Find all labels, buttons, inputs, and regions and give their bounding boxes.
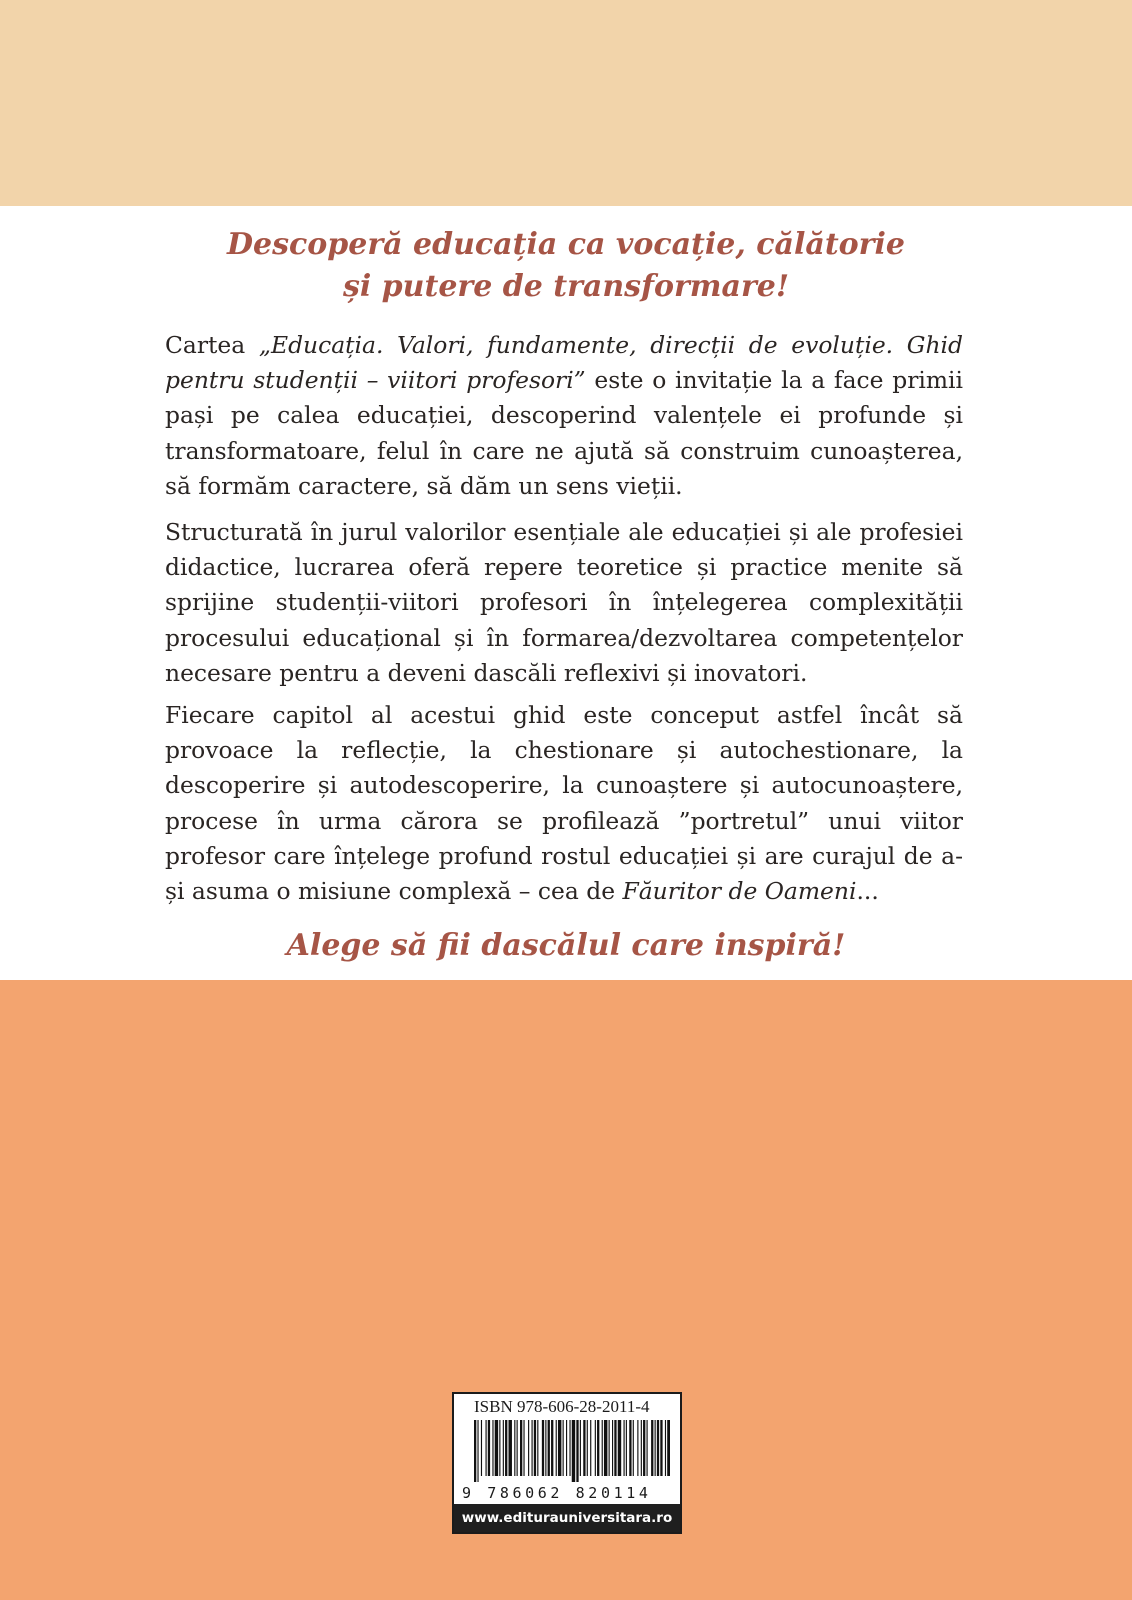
barcode-bar bbox=[532, 1420, 533, 1476]
paragraph-3-emphasis: Făuritor de Oameni bbox=[622, 877, 857, 906]
barcode-bar bbox=[641, 1420, 642, 1476]
paragraph-2: Structurată în jurul valorilor esențiale ale educației și ale profesiei didactice, lucrarea oferă repere teoretice și practice menite să sprijine studenții-viitori profesori în înțelegerea complexității procesului educațional și în formarea/dezvoltarea competențelor necesare pentru a deveni dascăli reflexivi și inovatori. bbox=[165, 518, 963, 687]
barcode-bar bbox=[604, 1420, 607, 1476]
barcode-bar bbox=[509, 1420, 512, 1476]
barcode-bar bbox=[563, 1420, 564, 1476]
barcode-bar bbox=[486, 1420, 487, 1476]
barcode-bar bbox=[545, 1420, 546, 1476]
headline-bottom: Alege să fii dascălul care inspiră! bbox=[286, 928, 846, 963]
paragraph-1-suffix: este o invitație la a face primii pași pe calea educației, descoperind valențele ei profunde și transformatoare, felul în care ne ajută să construim cunoașterea, să formăm caractere, să dăm un sens vieții. bbox=[165, 366, 963, 500]
barcode-bar bbox=[643, 1420, 645, 1476]
barcode-bar bbox=[474, 1420, 476, 1482]
barcode-bar bbox=[556, 1420, 557, 1476]
barcode-bar bbox=[590, 1420, 591, 1476]
barcode-bar bbox=[587, 1420, 588, 1476]
paragraph-3-text: Fiecare capitol al acestui ghid este conceput astfel încât să provoace la reflecție, la chestionare și autochestionare, la descoperire și autodescoperire, la cunoaștere și autocunoaștere, procese în urma cărora se profilează ”portretul” unui viitor profesor care înțelege profund rostul educației și are curajul de a-și asuma o misiune complexă – cea de bbox=[165, 701, 963, 906]
barcode-bar bbox=[517, 1420, 518, 1476]
barcode-bar bbox=[665, 1420, 666, 1476]
barcode-bar bbox=[595, 1420, 596, 1476]
barcode-bar bbox=[514, 1420, 515, 1476]
barcode-bar bbox=[537, 1420, 538, 1476]
barcode-bar bbox=[520, 1420, 522, 1476]
barcode-bar bbox=[580, 1420, 581, 1476]
barcode-bar bbox=[477, 1420, 478, 1482]
barcode-bar bbox=[503, 1420, 504, 1476]
barcode-bar bbox=[558, 1420, 561, 1476]
barcode-bar bbox=[534, 1420, 536, 1476]
barcode-bar bbox=[655, 1420, 656, 1476]
barcode-bar bbox=[609, 1420, 610, 1476]
barcode-bar bbox=[551, 1420, 553, 1476]
barcode-bar bbox=[499, 1420, 500, 1476]
paragraph-1 bbox=[165, 328, 963, 504]
barcode-bar bbox=[597, 1420, 599, 1476]
barcode-bars bbox=[474, 1420, 670, 1482]
book-title: „Educația. Valori, fundamente, direcții de evoluție. Ghid pentru studenții – viitori profesori” bbox=[165, 331, 963, 395]
barcode-bar bbox=[657, 1420, 659, 1476]
barcode-bar bbox=[626, 1420, 627, 1476]
barcode-bar bbox=[569, 1420, 570, 1476]
barcode-bar bbox=[576, 1420, 578, 1482]
barcode-bar bbox=[612, 1420, 613, 1476]
publisher-website: www.editurauniversitara.ro bbox=[454, 1504, 680, 1532]
headline-top-line1: Descoperă educația ca vocație, călătorie bbox=[227, 227, 905, 262]
barcode-bar bbox=[667, 1420, 670, 1476]
barcode-bar bbox=[602, 1420, 603, 1476]
barcode-bar bbox=[660, 1420, 662, 1476]
barcode-bar bbox=[651, 1420, 653, 1476]
barcode-bar bbox=[505, 1420, 507, 1476]
isbn-barcode-box bbox=[452, 1392, 682, 1534]
barcode-bar bbox=[637, 1420, 638, 1476]
paragraph-3-ending: ... bbox=[856, 877, 879, 906]
paragraph-3 bbox=[165, 698, 963, 909]
headline-top bbox=[0, 224, 1132, 308]
isbn-label: ISBN 978-606-28-2011-4 bbox=[474, 1397, 650, 1416]
barcode-bar bbox=[542, 1420, 544, 1476]
barcode-bar bbox=[495, 1420, 498, 1476]
isbn-digits: 9 786062 820114 bbox=[462, 1484, 652, 1502]
barcode-bar bbox=[572, 1420, 575, 1482]
barcode-bar bbox=[624, 1420, 625, 1476]
barcode-bar bbox=[481, 1420, 482, 1476]
paragraph-1-prefix: Cartea bbox=[165, 331, 259, 359]
headline-top-line2: și putere de transformare! bbox=[342, 269, 790, 304]
barcode-bar bbox=[618, 1420, 621, 1476]
barcode-bar bbox=[488, 1420, 490, 1476]
barcode-bar bbox=[566, 1420, 567, 1476]
barcode-bar bbox=[614, 1420, 616, 1476]
top-color-band bbox=[0, 0, 1132, 206]
barcode-bar bbox=[583, 1420, 585, 1476]
barcode-bar bbox=[629, 1420, 631, 1476]
barcode-bar bbox=[528, 1420, 529, 1476]
barcode-bar bbox=[633, 1420, 634, 1476]
barcode-bar bbox=[523, 1420, 524, 1476]
barcode-bar bbox=[647, 1420, 648, 1476]
barcode-bar bbox=[492, 1420, 493, 1476]
barcode-bar bbox=[548, 1420, 550, 1476]
